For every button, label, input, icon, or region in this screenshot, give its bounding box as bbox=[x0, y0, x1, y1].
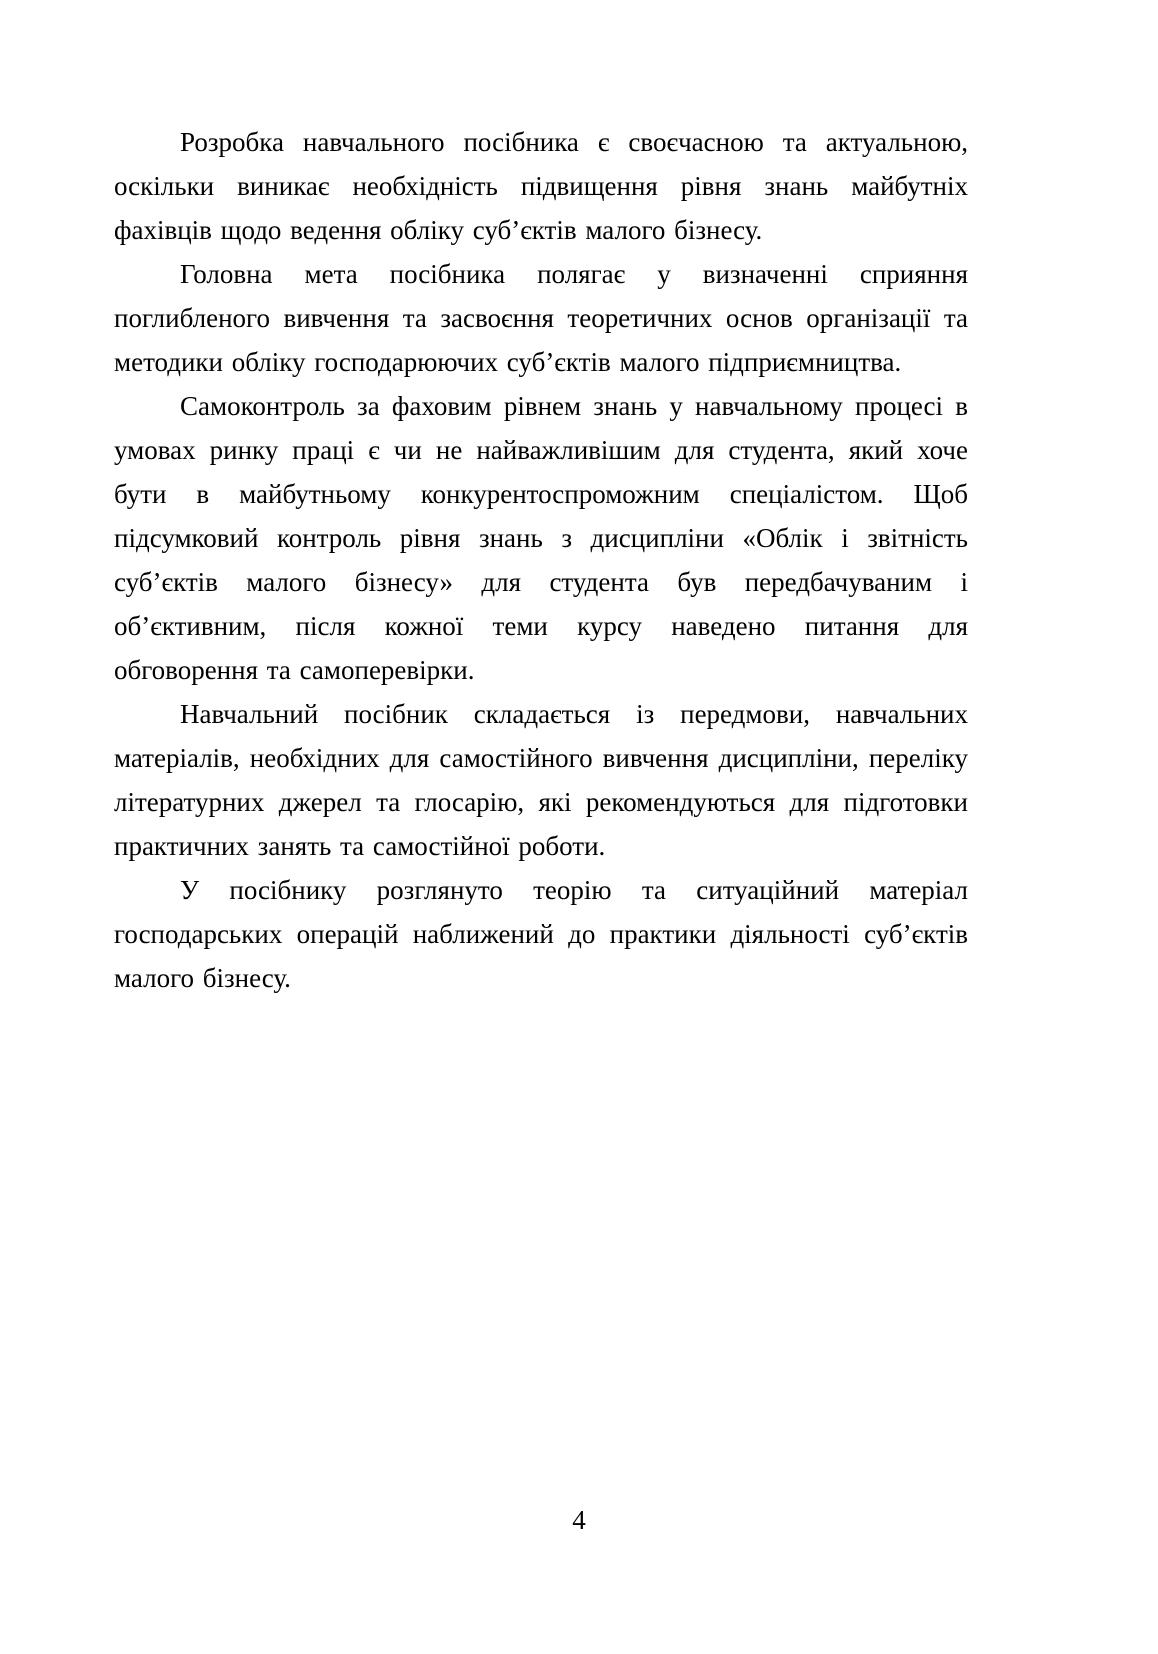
page-number: 4 bbox=[572, 1505, 586, 1535]
paragraph-goal: Головна мета посібника полягає у визначенні сприяння поглибленого вивчення та засвоєння теоретичних основ організації та методики обліку господарюючих суб’єктів малого підприємництва. bbox=[114, 259, 968, 377]
paragraph-self-control: Самоконтроль за фаховим рівнем знань у навчальному процесі в умовах ринку праці є чи не найважливішим для студента, який хоче бути в майбутньому конкурентоспроможним спеціалістом. Щоб підсумковий контроль рівня знань з дисципліни «Облік і звітність суб’єктів малого бізнесу» для студента був передбачуваним і об’єктивним, після кожної теми курсу наведено питання для обговорення та самоперевірки. bbox=[114, 391, 968, 685]
paragraph-intro: Розробка навчального посібника є своєчасною та актуальною, оскільки виникає необхідність підвищення рівня знань майбутніх фахівців щодо ведення обліку суб’єктів малого бізнесу. bbox=[114, 127, 968, 245]
paragraph-content: У посібнику розглянуто теорію та ситуаційний матеріал господарських операцій наближений до практики діяльності суб’єктів малого бізнесу. bbox=[114, 875, 968, 993]
paragraph-structure: Навчальний посібник складається із передмови, навчальних матеріалів, необхідних для самостійного вивчення дисципліни, переліку літературних джерел та глосарію, які рекомендуються для підготовки практичних занять та самостійної роботи. bbox=[114, 699, 968, 861]
